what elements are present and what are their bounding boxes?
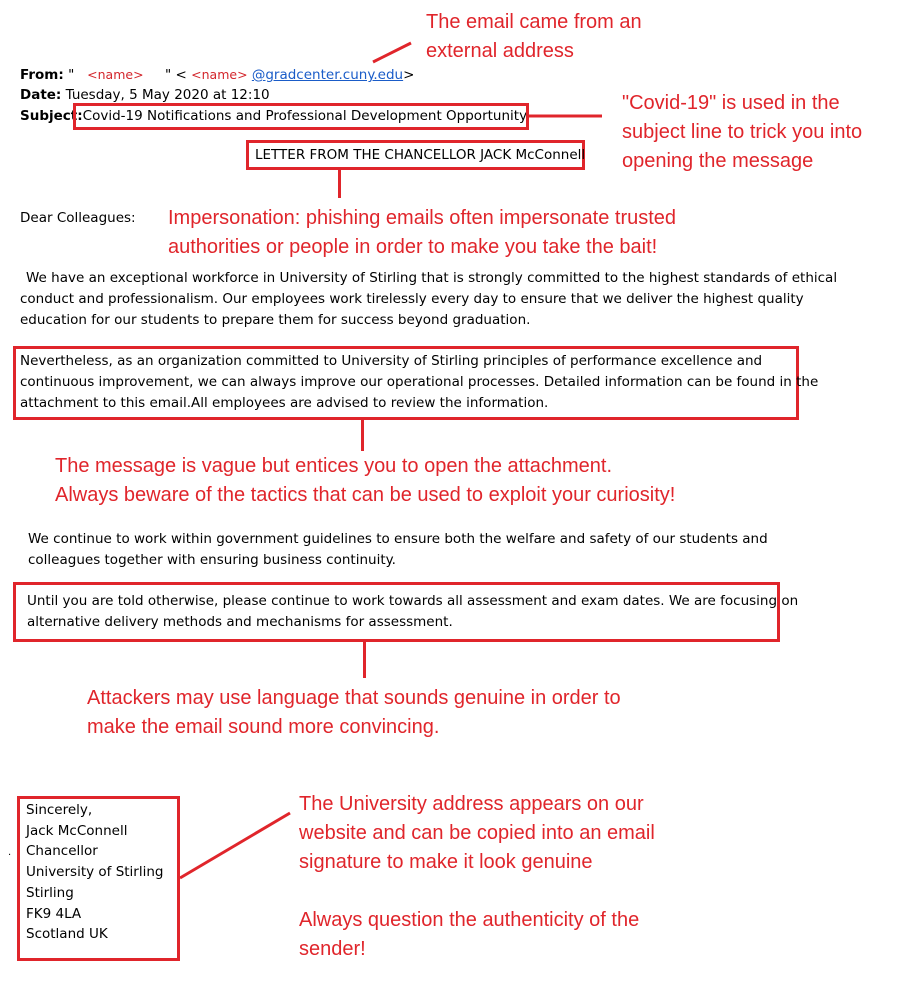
annotation-line: "Covid-19" is used in the xyxy=(622,92,840,114)
paragraph-line: Nevertheless, as an organization committed to University of Stirling principles of performance excellence and xyxy=(20,353,763,369)
signature-line: Sincerely, xyxy=(26,802,93,818)
from-email-link[interactable]: @gradcenter.cuny.edu xyxy=(251,67,404,83)
annotation-line: Impersonation: phishing emails often impersonate trusted xyxy=(168,207,677,229)
signature-line: Jack McConnell xyxy=(26,822,128,839)
annotation-line: Attackers may use language that sounds genuine in order to xyxy=(87,687,621,709)
paragraph-line: colleagues together with ensuring business continuity. xyxy=(28,552,396,568)
annotation-impersonation xyxy=(168,204,676,262)
annotation-line: The University address appears on our xyxy=(299,793,644,815)
date-label: Date: xyxy=(20,87,62,103)
signature-line: Scotland UK xyxy=(26,926,108,943)
paragraph-line: conduct and professionalism. Our employees work tirelessly every day to ensure that we deliver the highest quality xyxy=(20,291,804,307)
paragraph-line: alternative delivery methods and mechanisms for assessment. xyxy=(27,614,453,630)
from-label: From: xyxy=(20,67,64,83)
external-address-connector xyxy=(373,43,411,62)
annotation-line: subject line to trick you into xyxy=(622,121,863,143)
annotation-line: The email came from an xyxy=(426,11,642,33)
paragraph-line: continuous improvement, we can always improve our operational processes. Detailed information can be found in the xyxy=(20,374,819,390)
date-value: Tuesday, 5 May 2020 at 12:10 xyxy=(65,87,270,103)
from-quote-open: " xyxy=(68,67,75,83)
annotation-genuine-language xyxy=(87,684,621,742)
paragraph-3 xyxy=(28,529,768,571)
subject-highlight-box xyxy=(73,103,529,130)
annotation-line: website and can be copied into an email xyxy=(299,822,655,844)
annotation-line: authorities or people in order to make you take the bait! xyxy=(168,236,658,258)
from-line xyxy=(20,64,414,86)
paragraph-1 xyxy=(20,268,837,331)
subject-label: Subject: xyxy=(20,108,83,124)
paragraph-line: attachment to this email.All employees are advised to review the information. xyxy=(20,395,549,411)
annotation-line: make the email sound more convincing. xyxy=(87,716,440,738)
subject-value: Covid-19 Notifications and Professional Development Opportunity xyxy=(82,108,528,124)
from-quote-close: " < xyxy=(165,67,187,83)
annotation-question-sender xyxy=(299,906,639,964)
stray-dot: . xyxy=(8,847,12,858)
from-email-name-placeholder: <name> xyxy=(191,67,248,82)
signature-line: FK9 4LA xyxy=(26,905,82,922)
annotation-vague-message xyxy=(55,452,675,510)
annotation-line: opening the message xyxy=(622,150,814,172)
annotation-covid-subject xyxy=(622,89,862,176)
annotation-line: sender! xyxy=(299,938,366,960)
annotation-university-address xyxy=(299,790,655,877)
paragraph-2-connector xyxy=(361,420,364,451)
letter-title: LETTER FROM THE CHANCELLOR JACK McConnell xyxy=(255,147,586,163)
paragraph-line: We have an exceptional workforce in University of Stirling that is strongly committed to the highest standards of ethical xyxy=(26,270,838,286)
letter-title-connector xyxy=(338,170,341,198)
paragraph-line: Until you are told otherwise, please continue to work towards all assessment and exam dates. We are focusing on xyxy=(27,593,799,609)
annotation-line: external address xyxy=(426,40,574,62)
paragraph-4-connector xyxy=(363,642,366,678)
greeting: Dear Colleagues: xyxy=(20,210,136,226)
signature-line: Chancellor xyxy=(26,843,98,860)
paragraph-line: education for our students to prepare them for success beyond graduation. xyxy=(20,312,531,328)
from-email-close: > xyxy=(403,67,415,83)
signature-line: University of Stirling xyxy=(26,864,164,881)
paragraph-2 xyxy=(20,351,818,414)
signature-line: Stirling xyxy=(26,884,74,901)
from-name-placeholder: <name> xyxy=(87,67,144,82)
paragraph-line: We continue to work within government guidelines to ensure both the welfare and safety of our students and xyxy=(28,531,768,547)
address-connector xyxy=(180,813,290,878)
annotation-line: Always question the authenticity of the xyxy=(299,909,640,931)
annotation-external-address xyxy=(426,8,642,66)
paragraph-4 xyxy=(27,591,798,633)
annotation-line: Always beware of the tactics that can be used to exploit your curiosity! xyxy=(55,484,676,506)
signature xyxy=(26,800,164,945)
annotation-line: signature to make it look genuine xyxy=(299,851,593,873)
annotation-line: The message is vague but entices you to open the attachment. xyxy=(55,455,613,477)
